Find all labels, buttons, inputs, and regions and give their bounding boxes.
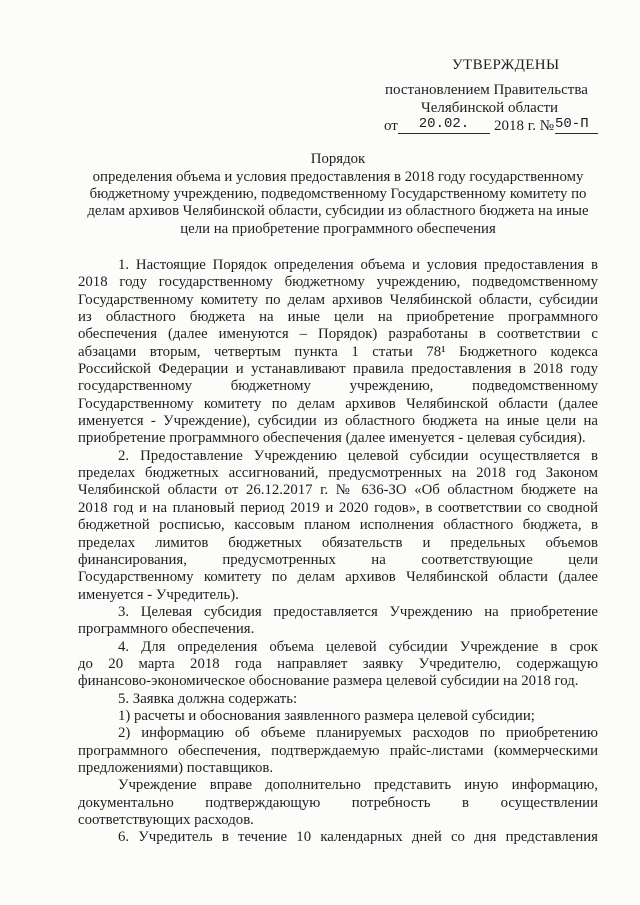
text-line: финансово-экономическое обоснование размера целевой субсидии на 2018 год.	[78, 673, 579, 690]
text-line: 2018 году государственному бюджетному учреждению, подведомственному	[78, 274, 598, 291]
text-line: 2. Предоставление Учреждению целевой субсидии осуществляется в	[118, 447, 598, 464]
text-line: Учреждение вправе дополнительно представить иную информацию,	[118, 777, 598, 794]
list-item: 1) расчеты и обоснования заявленного размера целевой субсидии;	[118, 707, 535, 724]
approval-line-1: постановлением Правительства	[385, 82, 588, 98]
approval-title: УТВЕРЖДЕНЫ	[452, 57, 560, 73]
text-line: 2018 год и на плановый период 2019 и 2020 годов», в соответствии со сводной	[78, 499, 598, 516]
text-line: абзацами вторым, четвертым пункта 1 статьи 78¹ Бюджетного кодекса	[78, 343, 598, 360]
paragraph-2	[78, 448, 598, 604]
paragraph-4	[78, 639, 598, 691]
text-line: 5. Заявка должна содержать:	[118, 690, 298, 707]
text-line: программного обеспечения.	[78, 621, 255, 638]
approval-date: 20.02.	[398, 116, 490, 134]
text-line: государственному бюджетному учреждению, подведомственному	[78, 378, 598, 395]
text-line: обеспечения (далее именуются – Порядок) разработаны в соответствии с	[78, 326, 598, 343]
text-line: именуется - Учредитель).	[78, 586, 239, 603]
approval-line-2: Челябинской области	[421, 100, 559, 116]
text-line: из областного бюджета на иные цели на приобретение программного	[78, 309, 598, 326]
text-line: именуется - Учреждение), субсидии из областного бюджета на иные цели на	[78, 413, 598, 430]
document-body	[78, 257, 598, 847]
approval-year-label: 2018 г. №	[494, 118, 555, 134]
heading-line: бюджетному учреждению, подведомственному Государственному комитету по	[89, 186, 587, 203]
document-heading	[78, 151, 598, 238]
paragraph-5	[78, 691, 598, 830]
text-line: 6. Учредитель в течение 10 календарных дней со дня представления	[118, 829, 598, 846]
approval-number: 50-П	[555, 116, 598, 134]
heading-line: делам архивов Челябинской области, субсидии из областного бюджета на иные	[87, 203, 589, 220]
text-line: Государственному комитету по делам архивов Челябинской области (далее	[78, 395, 598, 412]
heading-line: определения объема и условия предоставления в 2018 году государственному	[92, 168, 584, 185]
paragraph-3	[78, 604, 598, 639]
text-line: Государственному комитету по делам архивов Челябинской области (далее	[78, 569, 598, 586]
paragraph-1	[78, 257, 598, 448]
text-line: соответствующих расходов.	[78, 812, 254, 828]
list-item: 2) информацию об объеме планируемых расходов по приобретению	[118, 725, 598, 742]
text-line: пределах бюджетных ассигнований, предусмотренных на 2018 год Законом	[78, 465, 598, 482]
text-line: бюджетной росписью, кассовым планом исполнения областного бюджета, в	[78, 517, 598, 534]
text-line: Челябинской области от 26.12.2017 г. № 636-ЗО «Об областном бюджете на	[78, 482, 598, 499]
text-line: пределах лимитов бюджетных обязательств и предельных объемов	[78, 534, 598, 551]
text-line: до 20 марта 2018 года направляет заявку Учредителю, содержащую	[78, 655, 598, 672]
text-line: 1. Настоящие Порядок определения объема и условия предоставления в	[118, 257, 598, 273]
text-line: 3. Целевая субсидия предоставляется Учреждению на приобретение	[118, 603, 598, 620]
text-line: приобретение программного обеспечения (далее именуется - целевая субсидия).	[78, 430, 586, 447]
text-line: Российской Федерации и устанавливают правила предоставления в 2018 году	[78, 361, 598, 378]
paragraph-6	[78, 829, 598, 846]
text-line: документально подтверждающую потребность в осуществлении	[78, 794, 598, 811]
heading-line: цели на приобретение программного обеспечения	[180, 220, 496, 237]
text-line: предложениями) поставщиков.	[78, 759, 274, 776]
text-line: финансирования, предусмотренных на соответствующие цели	[78, 551, 598, 568]
text-line: Государственному комитету по делам архивов Челябинской области, субсидии	[78, 291, 598, 308]
text-line: программного обеспечения, подтверждаемую прайс-листами (коммерческими	[78, 742, 598, 759]
approval-date-prefix: от	[384, 118, 398, 134]
heading-title: Порядок	[310, 151, 366, 167]
text-line: 4. Для определения объема целевой субсидии Учреждение в срок	[118, 638, 598, 655]
